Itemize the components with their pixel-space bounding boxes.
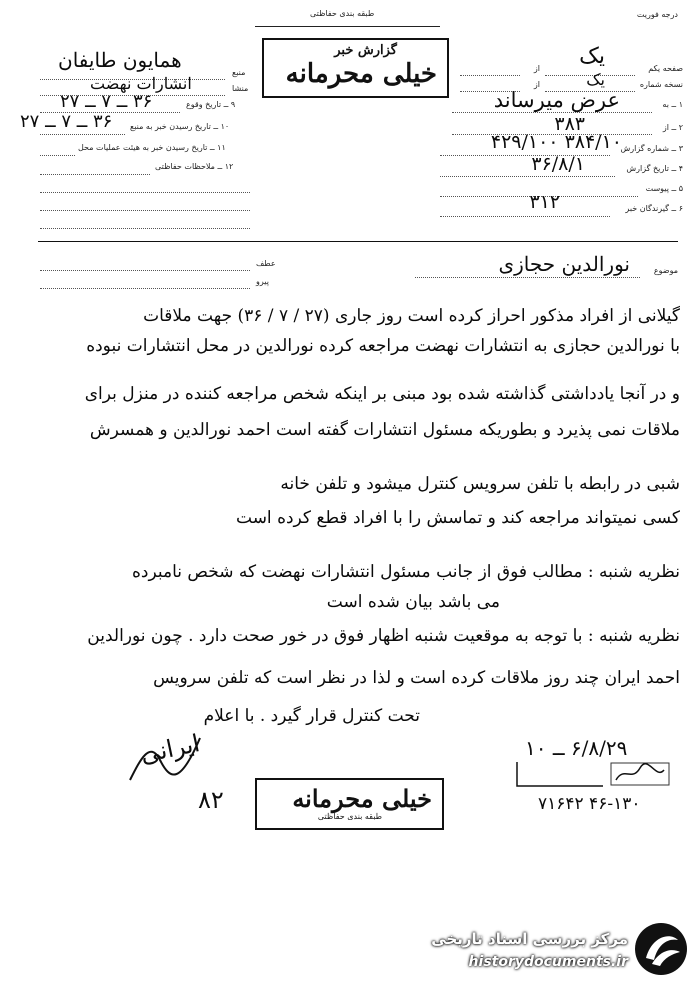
field-from-copy: از (533, 80, 540, 89)
field-label-to: ۱ ــ به (662, 100, 683, 109)
bottom-stamp-caption: طبقه بندی حفاظتی (317, 812, 382, 821)
field-label-copy: نسخه شماره (639, 80, 683, 89)
body-line: با نورالدین حجازی به انتشارات نهضت مراجعه کرده نورالدین در محل انتشارات نبوده (86, 336, 680, 356)
body-line: تحت کنترل قرار گیرد . با اعلام (203, 706, 420, 726)
report-title: گزارش خبر (334, 43, 397, 58)
received-stamp (610, 762, 670, 786)
field-label-report-number: ۳ ــ شماره گزارش (620, 144, 683, 153)
bottom-classification-stamp (255, 778, 444, 830)
field-value-occurrence-date: ۳۶ ــ ۷ ــ ۲۷ (60, 91, 153, 112)
field-label-from: ۲ ــ از (662, 123, 683, 132)
body-line: می باشد بیان شده است (326, 592, 500, 612)
body-line: و در آنجا یادداشتی گذاشته شده بود مبنی بر اینکه شخص مراجعه کننده در منزل برای (84, 384, 680, 404)
field-value-page: یک (579, 44, 605, 69)
archive-logo-icon (632, 920, 690, 978)
field-label-origin: منشا (232, 84, 249, 93)
classification-header: طبقه بندی حفاظتی (310, 9, 375, 18)
archive-name: مرکز بررسی اسناد تاریخی (431, 930, 628, 948)
archive-watermark (420, 918, 690, 980)
follow-up-label: پیرو (256, 277, 269, 286)
body-line: گیلانی از افراد مذکور احراز کرده است روز جاری (۲۷ / ۷ / ۳۶) جهت ملاقات (143, 306, 680, 326)
archive-url: historydocuments.ir (468, 954, 628, 970)
priority-label: درجه فوریت (636, 10, 678, 19)
field-value-report-number: ۳۸۴/۱۰ ۴۲۹/۱۰۰ (490, 131, 622, 153)
field-label-occurrence-date: ۹ ــ تاریخ وقوع (186, 100, 236, 109)
field-from-page: از (533, 64, 540, 73)
subject-label: موضوع (653, 266, 678, 275)
body-line: احمد ایران چند روز ملاقات کرده است و لذا در نظر است که تلفن سرویس (153, 668, 680, 688)
field-label-received-by-source: ۱۰ ــ تاریخ رسیدن خبر به منبع (130, 122, 230, 131)
subject-value: نورالدین حجازی (498, 252, 630, 276)
field-value-to: عرض میرساند (493, 88, 620, 112)
signature: ایرانی (137, 729, 203, 769)
field-value-source: همایون طایفان (58, 48, 182, 72)
serial-number: ۷۱۶۴۲ ۴۶-۱۳۰ (538, 794, 641, 814)
field-label-attachment: ۵ ــ پیوست (645, 184, 683, 193)
bottom-left-mark: ۸۲ (198, 786, 224, 814)
field-label-received-by-ops: ۱۱ ــ تاریخ رسیدن خبر به هیئت عملیات محل (78, 143, 226, 152)
body-line: ملاقات نمی پذیرد و بطوریکه مسئول انتشارات گفته است احمد نورالدین و همسرش (89, 420, 680, 440)
field-label-source: منبع (232, 68, 246, 77)
top-stamp-text: خیلی محرمانه (285, 59, 437, 89)
body-line: نظریه شنبه : مطالب فوق از جانب مسئول انتشارات نهضت که شخص نامبرده (131, 562, 680, 582)
field-value-report-date: ۳۶/۸/۱ (531, 153, 585, 175)
field-label-recipients: ۶ ــ گیرندگان خبر (625, 204, 683, 213)
body-line: کسی نمیتواند مراجعه کند و تماسش را با افراد قطع کرده است (236, 508, 680, 528)
top-classification-stamp (262, 38, 449, 98)
field-label-report-date: ۴ ــ تاریخ گزارش (626, 164, 683, 173)
body-line: شبی در رابطه با تلفن سرویس کنترل میشود و تلفن خانه (280, 474, 680, 494)
field-value-origin: انشارات نهضت (90, 74, 192, 93)
field-label-security-notes: ۱۲ ــ ملاحظات حفاظتی (155, 162, 234, 171)
field-value-recipients: ۳۱۲ (529, 191, 560, 213)
field-value-from: ۳۸۳ (554, 113, 585, 135)
header-divider (38, 241, 678, 242)
signature-stroke (120, 730, 210, 790)
bottom-stamp-text: خیلی محرمانه (292, 784, 432, 813)
date-bracket (515, 760, 605, 790)
field-value-copy: یک (586, 70, 605, 89)
field-label-page: صفحه یکم (648, 64, 683, 73)
field-value-received-by-source: ۳۶ ــ ۷ ــ ۲۷ (20, 111, 113, 132)
body-line: نظریه شنبه : با توجه به موقعیت شنبه اظهار فوق در خور صحت دارد . چون نورالدین (87, 626, 680, 646)
reference-label: عطف (256, 259, 276, 268)
date-annotation: ۶/۸/۲۹ ــ ۱۰ (525, 736, 628, 760)
header-rule (255, 26, 440, 27)
